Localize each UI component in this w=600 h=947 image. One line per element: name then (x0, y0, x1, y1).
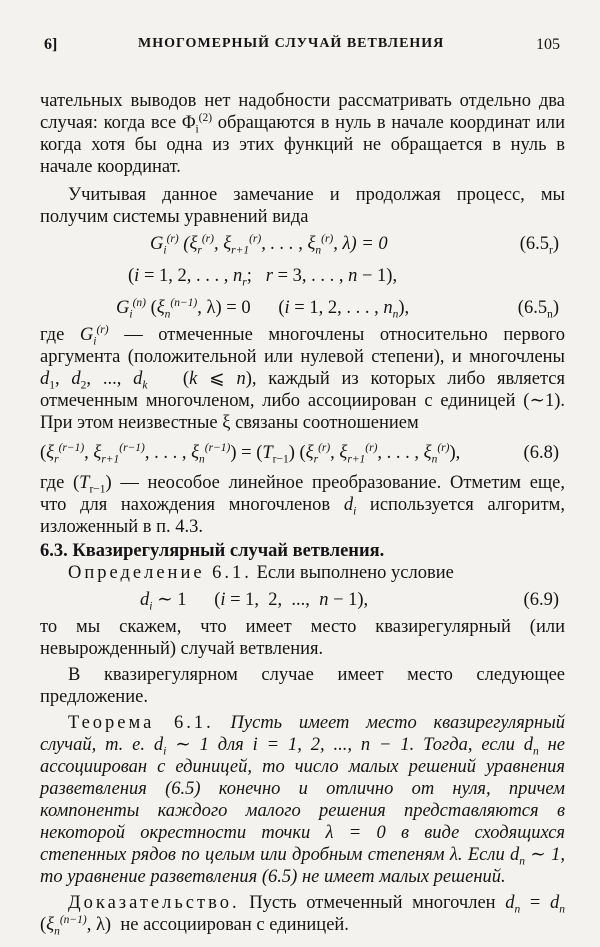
running-title: МНОГОМЕРНЫЙ СЛУЧАЙ ВЕТВЛЕНИЯ (138, 36, 445, 51)
section-marker: 6] (44, 36, 58, 53)
definition-label: Определение 6.1. (68, 563, 252, 583)
equation-range-body: (i = 1, 2, . . . , $n_r$; r = 3, . . . , n − 1), (128, 266, 398, 289)
equation-number: $(6.5_n)$ (517, 298, 559, 321)
page-body (40, 90, 565, 936)
definition-text: Если выполнено условие (256, 563, 454, 583)
equation-6-9-body: $d_i$ ∼ 1 (i = 1, 2, ..., n − 1), (140, 590, 369, 613)
equation-number: (6.8) (523, 443, 559, 463)
theorem-text: Пусть имеет место квазирегулярный случай, т. е. $d_i$ ∼ 1 для i = 1, 2, ..., n − 1. Тогда, если $d_n$ не ассоциирован с единицей, то число малых решений уравнения разветвления (6.5) конечно и отлично от нуля, причем компоненты каждого малого решения представляются в некоторой окрестности точки λ = 0 в виде сходящихся степенных рядов по целым или дробным степеням λ. Если $d_n$ ∼ 1, то уравнение разветвления (6.5) не имеет малых решений. (40, 713, 566, 887)
equation-6-9 (40, 584, 565, 616)
equation-6-5-range (40, 260, 565, 292)
equation-6-5r-body: $G_i^{(r)}$ ($\xi_r^{(r)}$, $\xi_{r+1}^{(r)}$, . . . , $\xi_n^{(r)}$, λ) = 0 (150, 232, 388, 257)
equation-number: $(6.5_r)$ (519, 234, 559, 257)
paragraph-quasiregular: то мы скажем, что имеет место квазирегулярный (или невырожденный) случай ветвления. (40, 617, 565, 659)
definition-intro (40, 562, 565, 584)
equation-6-8 (40, 434, 565, 472)
proof-start: Доказательство. Пусть отмеченный многочлен $d_n = d_n$ ($\xi_n^{(n-1)}$, λ) не ассоциирован с единицей. (40, 893, 565, 938)
equation-6-5r (40, 228, 565, 260)
page-number: 105 (536, 36, 560, 53)
equation-6-8-body: ($\xi_r^{(r-1)}$, $\xi_{r+1}^{(r-1)}$, . . . , $\xi_n^{(r-1)}) = (T_{r-1})$ ($\xi_r^{(r)}$, $\xi_{r+1}^{(r)}$, . . . , $\xi_n^{(r)}$), (40, 441, 461, 466)
paragraph-process: Учитывая данное замечание и продолжая процесс, мы получим системы уравнений вида (40, 185, 565, 227)
equation-6-5n-body: $G_i^{(n)}$ ($\xi_n^{(n-1)}$, λ) = 0 (i = 1, 2, . . . , $n_n$), (116, 296, 410, 321)
proof-label: Доказательство. (68, 893, 240, 913)
equation-6-5n (40, 292, 565, 324)
running-header (0, 36, 600, 62)
theorem-6-1 (40, 712, 565, 888)
paragraph-transformation: где $(T_{r-1})$ — неособое линейное преобразование. Отметим еще, что для нахождения многочленов $d_i$ используется алгоритм, изложенный в п. 4.3. (40, 473, 566, 537)
theorem-label: Теорема 6.1. (68, 713, 214, 733)
paragraph-proposition: В квазирегулярном случае имеет место следующее предложение. (40, 665, 565, 707)
paragraph-marked-polynomials: где $G_i^{(r)}$ — отмеченные многочлены относительно первого аргумента (положительной или нулевой степени), и многочлены $d_1$, $d_2$, ..., $d_k$ (k ⩽ n), каждый из которых либо является отмеченным многочленом, либо ассоциирован с единицей (∼1). При этом неизвестные ξ связаны соотношением (40, 323, 566, 433)
paragraph-continuation: чательных выводов нет надобности рассматривать отдельно два случая: когда все $\Phi_i^{(2)}$ обращаются в нуль в начале координат или когда хотя бы одна из этих функций не обращается в нуль в начале координат. (40, 91, 565, 177)
section-heading: 6.3. Квазирегулярный случай ветвления. (40, 541, 385, 561)
equation-number: (6.9) (523, 590, 559, 610)
